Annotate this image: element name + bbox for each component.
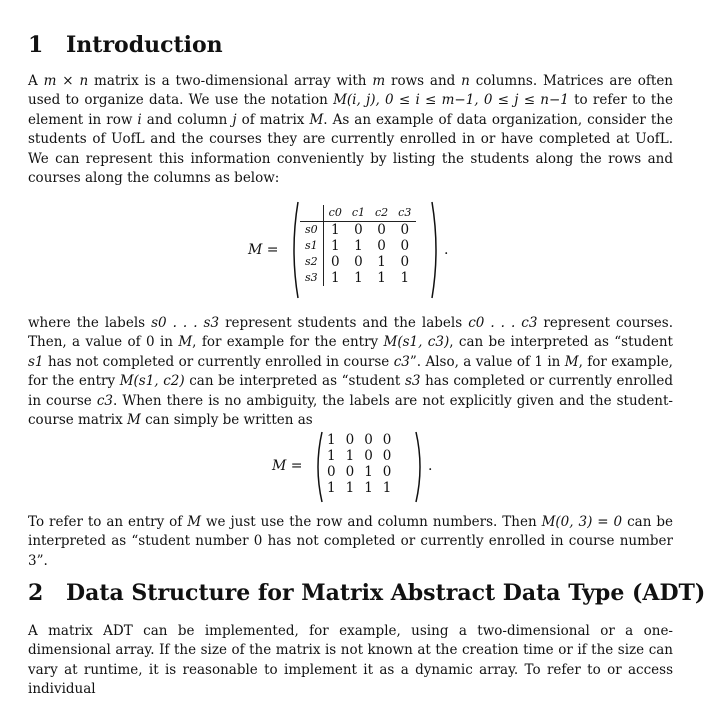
text-run: can be interpreted as “student number 0 has not completed or currently enrolled in course number 3”.: [28, 514, 673, 569]
math-M: M: [127, 412, 141, 429]
text-run: , for example for the entry: [192, 334, 384, 351]
text-run: where the labels: [28, 315, 152, 331]
matrix-cell: 0: [400, 238, 410, 254]
row-label: s3: [300, 270, 323, 286]
math-m-times-n: m × n: [43, 73, 89, 89]
right-paren-icon: [414, 430, 426, 504]
matrix-cell: 0: [377, 238, 386, 254]
matrix-cell: 1: [327, 480, 336, 496]
matrix-cell: 0: [330, 254, 340, 270]
matrix-cell: 1: [345, 448, 355, 464]
text-run: can simply be written as: [140, 412, 313, 429]
labeled-matrix-equation: [248, 200, 468, 300]
text-run: can be interpreted as “student: [184, 373, 405, 390]
adt-paragraph: A matrix ADT can be implemented, for example, using a two-dimensional or a one-dimensional array. If the size of the matrix is not known at the creation time or if the size can vary at runtime, it is reasonable to implement it as a dynamic array. To refer to or access individual: [28, 623, 673, 698]
matrix-cell: 0: [377, 222, 386, 238]
math-entry: M(s1, c3): [383, 334, 450, 351]
matrix-cell: 1: [330, 270, 340, 286]
section-title: Data Structure for Matrix Abstract Data Type (ADT): [66, 580, 706, 606]
matrix-cell: 1: [364, 464, 373, 480]
math-entry: M(s1, c2): [119, 373, 185, 390]
matrix-cell: 0: [382, 448, 392, 464]
text-run: represent courses. Then, a value of 0 in: [28, 315, 673, 351]
matrix-row: [300, 222, 416, 239]
labeled-matrix-table: [300, 205, 416, 286]
text-run: . When there is no ambiguity, the labels are not explicitly given and the student-course matrix: [28, 392, 673, 429]
math-s1: s1: [28, 353, 44, 370]
matrix-cell: 0: [364, 432, 373, 448]
column-label: c3: [393, 205, 416, 222]
matrix-row: [300, 238, 416, 254]
matrix-cell: 0: [345, 464, 355, 480]
text-run: ”. Also, a value of 1 in: [409, 353, 565, 370]
text-run: we just use the row and column numbers. Then: [201, 514, 542, 530]
math-notation: M(i, j), 0 ≤ i ≤ m−1, 0 ≤ j ≤ n−1: [333, 92, 569, 109]
matrix-cell: 0: [382, 432, 392, 448]
text-run: To refer to an entry of: [28, 514, 188, 530]
matrix-cell: 0: [364, 448, 373, 464]
matrix-header-row: [300, 205, 416, 222]
matrix-row: [300, 270, 416, 286]
math-M: M: [187, 514, 202, 530]
text-run: to refer to the element in row: [28, 92, 673, 128]
column-label: c2: [370, 205, 393, 222]
math-M: M: [309, 111, 324, 128]
math-c3: c3: [393, 353, 410, 370]
section-heading-data-structure: [28, 580, 705, 606]
math-i: i: [137, 111, 142, 128]
middle-paragraph: [28, 314, 673, 430]
text-run: columns. Matrices are often used to organize data. We use the notation: [28, 73, 674, 109]
section-heading-introduction: [28, 32, 223, 58]
matrix-cell: 0: [382, 464, 392, 480]
matrix-cell: 1: [400, 270, 410, 286]
text-run: has completed or currently enrolled in course: [28, 373, 674, 409]
matrix-cell: 0: [345, 432, 355, 448]
math-n: n: [461, 73, 470, 89]
math-c3: c3: [96, 392, 113, 409]
column-label: c1: [347, 205, 370, 222]
text-run: , can be interpreted as “student: [449, 334, 673, 351]
row-label: s2: [300, 254, 323, 270]
text-run: rows and: [385, 73, 462, 89]
text-run: . As an example of data organization, consider the students of UofL and the courses they are currently enrolled in or have completed at UofL. We can represent this information conveniently by listing the students along the rows and courses along the columns as below:: [28, 111, 673, 187]
matrix-row: [322, 464, 396, 480]
math-j: j: [232, 111, 237, 128]
matrix-cell: 1: [364, 480, 373, 496]
matrix-row: [322, 480, 396, 496]
text-run: represent students and the labels: [219, 315, 469, 331]
section-number: 1: [28, 32, 44, 58]
matrix-corner-cell: [300, 205, 323, 222]
text-run: A: [28, 73, 44, 89]
entry-paragraph: [28, 513, 673, 571]
matrix-cell: 1: [327, 448, 336, 464]
matrix-cell: 0: [400, 254, 410, 270]
matrix-cell: 0: [400, 222, 410, 238]
matrix-label: M =: [272, 458, 303, 474]
matrix-cell: 1: [377, 270, 386, 286]
right-paren-icon: [430, 200, 442, 300]
math-M: M: [564, 353, 579, 370]
section-number: 2: [28, 580, 44, 606]
math-c-range: c0 . . . c3: [468, 315, 538, 331]
row-label: s0: [300, 222, 323, 239]
matrix-cell: 1: [382, 480, 392, 496]
matrix-cell: 1: [330, 238, 340, 254]
matrix-cell: 1: [330, 222, 340, 238]
matrix-cell: 1: [327, 432, 336, 448]
matrix-trailing-period: .: [428, 458, 433, 474]
matrix-cell: 0: [327, 464, 336, 480]
plain-matrix-table: [322, 432, 396, 496]
column-label: c0: [323, 205, 347, 222]
text-run: , for example, for the entry: [28, 353, 673, 390]
matrix-row: [300, 254, 416, 270]
matrix-cell: 1: [354, 270, 363, 286]
text-run: and column: [141, 111, 233, 128]
matrix-label: M =: [248, 242, 279, 258]
matrix-row: [322, 448, 396, 464]
text-run: has not completed or currently enrolled in course: [43, 353, 394, 370]
math-s3: s3: [404, 373, 421, 390]
text-run: of matrix: [236, 111, 310, 128]
math-expression: M(0, 3) = 0: [541, 514, 623, 530]
plain-matrix-equation: [272, 430, 442, 504]
left-paren-icon: [288, 200, 300, 300]
math-m: m: [372, 73, 386, 89]
intro-paragraph: [28, 72, 673, 188]
matrix-cell: 0: [354, 222, 363, 238]
row-label: s1: [300, 238, 323, 254]
matrix-trailing-period: .: [444, 242, 449, 258]
matrix-cell: 1: [354, 238, 363, 254]
matrix-cell: 1: [377, 254, 386, 270]
matrix-cell: 1: [345, 480, 355, 496]
text-run: matrix is a two-dimensional array with: [88, 73, 373, 89]
matrix-row: [322, 432, 396, 448]
matrix-cell: 0: [354, 254, 363, 270]
math-M: M: [178, 334, 193, 351]
math-s-range: s0 . . . s3: [151, 315, 220, 331]
section-title: Introduction: [66, 32, 223, 58]
